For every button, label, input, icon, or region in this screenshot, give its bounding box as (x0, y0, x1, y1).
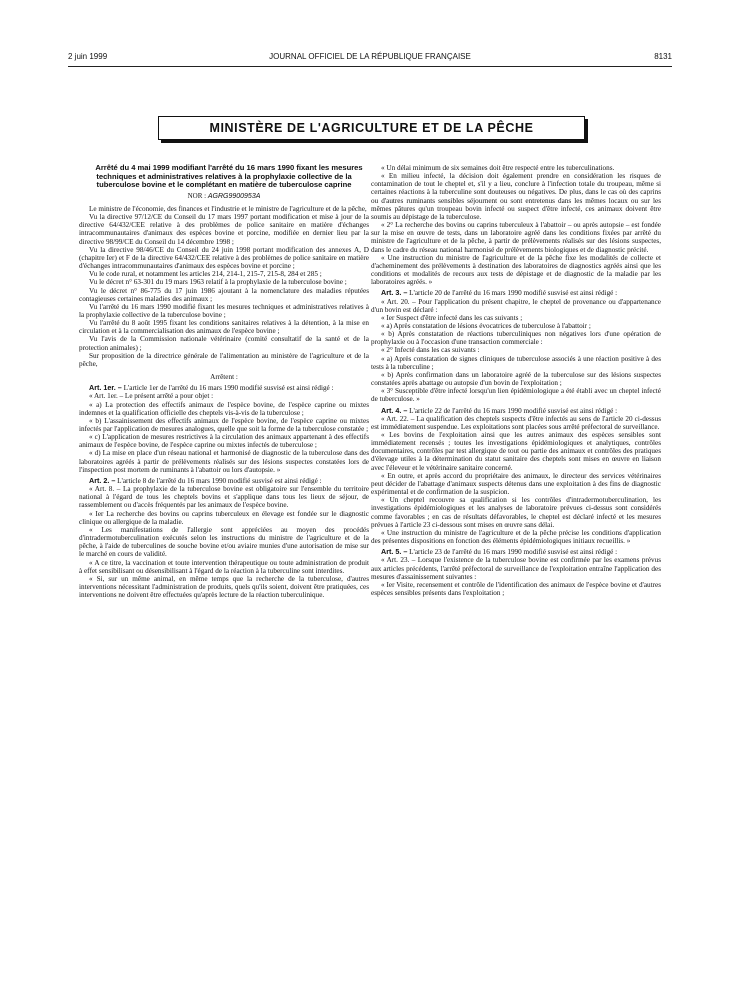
paragraph: « a) La protection des effectifs animaux de l'espèce bovine, de l'espèce caprine ou mixtes indemnes et la qualification officielle des cheptels vis-à-vis de la tuberculose ; (79, 400, 369, 417)
paragraph: « b) Après constatation de réactions tuberculiniques non négatives lors d'une opération de prophylaxie ou à l'occasion d'une transaction commerciale : (371, 330, 661, 347)
header-journal-title: JOURNAL OFFICIEL DE LA RÉPUBLIQUE FRANÇAISE (269, 52, 471, 61)
paragraph: « A ce titre, la vaccination et toute intervention thérapeutique ou toute administration de produit à effet sensibilisant ou désensibilisant à l'égard de la réaction à la tuberculine sont interdites. (79, 558, 369, 575)
paragraph: Art. 2. – L'article 8 de l'arrêté du 16 mars 1990 modifié susvisé est ainsi rédigé : (89, 475, 322, 485)
paragraph: « 2° La recherche des bovins ou caprins tuberculeux à l'abattoir – ou après autopsie – est fondée sur la mise en œuvre de tests, dans un laboratoire agréé dans les conditions fixées par arrêté du ministre de l'agriculture et de la pêche, à partir de prélèvements réalisés sur des lésions suspectes, dans le cadre du réseau national harmonisé de prélèvements biologiques et de diagnostic précité. (371, 221, 661, 254)
paragraph: « Ier La recherche des bovins ou caprins tuberculeux en élevage est fondée sur le diagnostic clinique ou allergique de la maladie. (79, 509, 369, 526)
paragraph: « Art. 8. – La prophylaxie de la tuberculose bovine est obligatoire sur l'ensemble du territoire national à l'égard de tous les cheptels bovins et s'applique dans tous les lieux de séjour, de rassemblement ou d'accès fréquentés par les animaux de l'espèce bovine. (79, 485, 369, 510)
article-heading: Art. 1er. – (89, 383, 122, 393)
nor-label: NOR : (187, 191, 207, 200)
paragraph: Vu la directive 98/46/CE du Conseil du 24 juin 1998 portant modification des annexes A, D (chapitre Ier) et F de la directive 64/432/CEE relative à des problèmes de police sanitaire en matière d'échanges intracommunautaires d'animaux des espèces bovine et porcine ; (79, 245, 369, 271)
running-header (68, 52, 672, 66)
paragraph: « Les bovins de l'exploitation ainsi que les autres animaux des espèces sensibles sont immédiatement recensés ; toutes les investigations épidémiologiques et analytiques, contrôles documentaires, contrôles par test allergique de tout ou partie des animaux et contrôles des pratiques d'élevage utiles à la détermination du statut sanitaire des cheptels sont mises en œuvre en liaison avec l'éleveur et le vétérinaire sanitaire concerné. (371, 431, 661, 472)
paragraph: « Art. 22. – La qualification des cheptels suspects d'être infectés au sens de l'article 20 ci-dessus est immédiatement suspendue. Les exploitations sont placées sous arrêté préfectoral de surveillance. (371, 414, 661, 431)
paragraph: « d) La mise en place d'un réseau national et harmonisé de diagnostic de la tuberculose dans des laboratoires agréés à partir de prélèvements réalisés sur des lésions suspectes constatées lors de l'inspection post mortem de ruminants à l'abattoir ou lors d'autopsie. » (79, 449, 369, 474)
left-column (79, 164, 369, 964)
paragraph: Arrêtent : (210, 373, 238, 382)
paragraph: Vu l'arrêté du 16 mars 1990 modifié fixant les mesures techniques et administratives relatives à la prophylaxie collective de la tuberculose bovine ; (79, 302, 369, 319)
paragraph: « 3° Susceptible d'être infecté lorsqu'un lien épidémiologique a été établi avec un cheptel infecté de tuberculose. » (371, 387, 661, 404)
header-rule (68, 66, 672, 67)
paragraph: « b) L'assainissement des effectifs animaux de l'espèce bovine, de l'espèce caprine ou mixtes infectés par l'application de mesures analogues, quelle que soit la forme de la tuberculose constatée ; (79, 416, 369, 433)
paragraph: Sur proposition de la directrice générale de l'alimentation au ministère de l'agriculture et de la pêche, (79, 351, 369, 368)
paragraph: « Un délai minimum de six semaines doit être respecté entre les tuberculinations. (381, 164, 615, 172)
paragraph: « Un cheptel recouvre sa qualification si les contrôles d'intradermotuberculination, les investigations épidémiologiques et les analyses de laboratoire prévues ci-dessus sont considérés comme favorables ; en cas de résultats défavorables, le cheptel est déclaré infecté et les mesures prévues à l'article 23 ci-dessous sont mises en œuvre sans délai. (371, 496, 661, 529)
article-heading: Art. 2. – (89, 475, 116, 485)
article-heading: Art. 5. – (381, 547, 408, 557)
right-column (371, 164, 661, 964)
header-date: 2 juin 1999 (68, 52, 108, 61)
paragraph: « c) L'application de mesures restrictives à la circulation des animaux appartenant à des effectifs animaux de l'espèce bovine, de l'espèce caprine ou mixtes infectés de tuberculose ; (79, 433, 369, 450)
paragraph: Vu l'avis de la Commission nationale vétérinaire (comité consultatif de la santé et de la protection animales) ; (79, 335, 369, 352)
paragraph: « a) Après constatation de lésions évocatrices de tuberculose à l'abattoir ; (381, 321, 591, 330)
article-heading: Art. 4. – (381, 405, 408, 415)
ministry-banner (158, 116, 585, 140)
paragraph: Vu l'arrêté du 8 août 1995 fixant les conditions sanitaires relatives à la détention, à la mise en circulation et à la commercialisation des animaux de l'espèce bovine ; (79, 319, 369, 336)
paragraph: Vu le décret n° 63-301 du 19 mars 1963 relatif à la prophylaxie de la tuberculose bovine ; (89, 278, 347, 287)
ministry-title: MINISTÈRE DE L'AGRICULTURE ET DE LA PÊCHE (209, 121, 534, 135)
paragraph: « Une instruction du ministre de l'agriculture et de la pêche fixe les modalités de collecte et d'acheminement des prélèvements à destination des laboratoires de diagnostics agréés ainsi que les conditions et modalités de recours aux tests de dépistage et de diagnostic de la maladie par les laboratoires agréés. » (371, 253, 661, 287)
nor-reference (79, 192, 369, 201)
paragraph: « a) Après constatation de signes cliniques de tuberculose associés à une réaction positive à des tests à la tuberculine ; (371, 354, 661, 371)
paragraph: « En outre, et après accord du propriétaire des animaux, le directeur des services vétérinaires peut décider de l'abattage d'animaux suspects détenus dans une exploitation à des fins de diagnostic expérimental et de confirmation de la suspicion. (371, 471, 661, 497)
paragraph: « En milieu infecté, la décision doit également prendre en considération les risques de contamination de tout le cheptel et, s'il y a lieu, conclure à l'infection totale du troupeau, même si certaines réactions à la tuberculine sont douteuses ou négatives. De plus, dans le cas où des caprins ou d'autres ruminants sensibles séjournent ou sont entretenus dans les mêmes locaux ou sur les mêmes pâtures qu'un troupeau bovin infecté ou suspect d'être infecté, ces animaux doivent être soumis au dépistage de la tuberculose. (371, 172, 661, 221)
paragraph: Art. 4. – L'article 22 de l'arrêté du 16 mars 1990 modifié susvisé est ainsi rédigé : (381, 405, 618, 415)
paragraph: « 2° Infecté dans les cas suivants : (381, 346, 480, 355)
paragraph: « Art. 20. – Pour l'application du présent chapitre, le cheptel de provenance ou d'appartenance d'un bovin est déclaré : (371, 297, 661, 314)
paragraph: Le ministre de l'économie, des finances et l'industrie et le ministre de l'agriculture et de la pêche, (89, 204, 367, 213)
paragraph: Vu la directive 97/12/CE du Conseil du 17 mars 1997 portant modification et mise à jour de la directive 64/432/CEE relative à des problèmes de police sanitaire en matière d'échanges intracommunautaires d'animaux des espèces bovine et porcine, modifiée en dernier lieu par la directive 98/99/CE du Conseil du 14 décembre 1998 ; (79, 213, 369, 246)
header-page-number: 8131 (654, 52, 672, 61)
paragraph: « b) Après confirmation dans un laboratoire agréé de la tuberculose sur des lésions suspectes constatées après abattage ou autopsie d'un bovin de l'exploitation ; (371, 370, 661, 388)
paragraph: Art. 1er. – L'article 1er de l'arrêté du 16 mars 1990 modifié susvisé est ainsi rédigé : (89, 383, 334, 393)
left-paragraphs (79, 205, 369, 599)
paragraph: « Les manifestations de l'allergie sont appréciées au moyen des procédés d'intradermotuberculination exécutés selon les instructions du ministre de l'agriculture et de la pêche, à l'aide de tuberculines de souche bovine et/ou aviaire munies d'une autorisation de mise sur le marché en cours de validité. (79, 525, 369, 559)
paragraph: « Ier Suspect d'être infecté dans les cas suivants ; (381, 313, 523, 322)
paragraph: « Ier Visite, recensement et contrôle de l'identification des animaux de l'espèce bovine et d'autres espèces sensibles présents dans l'exploitation ; (371, 580, 661, 597)
paragraph: « Une instruction du ministre de l'agriculture et de la pêche précise les conditions d'application des présentes dispositions en fonction des éléments épidémiologiques initiaux recueillis. » (371, 528, 661, 546)
decree-title: Arrêté du 4 mai 1999 modifiant l'arrêté du 16 mars 1990 fixant les mesures techniques et administratives relatives à la prophylaxie collective de la tuberculose bovine et le complétant en matière de tuberculose caprine (95, 164, 363, 190)
nor-code: AGRG9900953A (207, 192, 261, 200)
paragraph: Vu le décret n° 86-775 du 17 juin 1986 ajoutant à la nomenclature des maladies réputées contagieuses certaines maladies des animaux ; (79, 286, 369, 303)
paragraph: « Art. 23. – Lorsque l'existence de la tuberculose bovine est confirmée par les examens prévus aux articles précédents, l'arrêté préfectoral de surveillance de l'exploitation entraîne l'application des mesures d'assainissement suivantes : (371, 556, 661, 581)
paragraph: « Art. 1er. – Le présent arrêté a pour objet : (89, 392, 214, 401)
paragraph: Art. 3. – L'article 20 de l'arrêté du 16 mars 1990 modifié susvisé est ainsi rédigé : (381, 288, 618, 298)
paragraph: Art. 5. – L'article 23 de l'arrêté du 16 mars 1990 modifié susvisé est ainsi rédigé : (381, 547, 618, 557)
paragraph: Vu le code rural, et notamment les articles 214, 214-1, 215-7, 215-8, 284 et 285 ; (89, 270, 322, 279)
right-paragraphs (371, 164, 661, 597)
article-heading: Art. 3. – (381, 288, 408, 298)
paragraph: « Si, sur un même animal, en même temps que la recherche de la tuberculose, d'autres interventions nécessitant l'administration de produits, quels qu'ils soient, doivent être pratiquées, ces interventions ne doivent être effectuées qu'après lecture de la réaction tuberculinique. (79, 574, 369, 600)
